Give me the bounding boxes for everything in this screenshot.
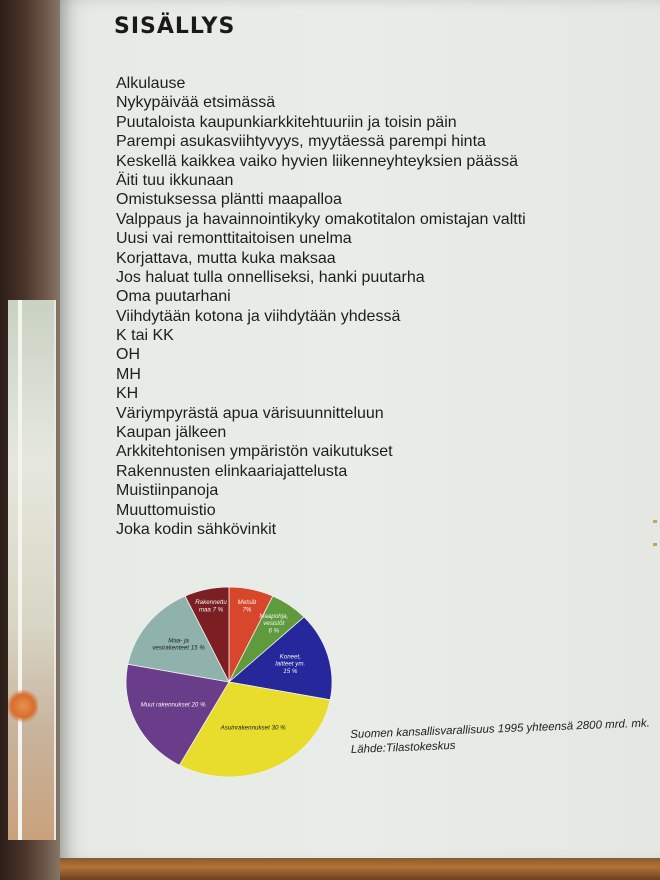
toc-item: Uusi vai remonttitaitoisen unelma — [116, 230, 352, 248]
caption-source: Lähde:Tilastokeskus — [350, 739, 456, 756]
pie-slice-label: Maa- ja vesirakenteet 15 % — [152, 637, 205, 652]
toc-item: Kaupan jälkeen — [116, 424, 227, 442]
toc-item: K tai KK — [116, 327, 174, 345]
pie-slice-label: Metsät 7% — [237, 599, 257, 614]
toc-item: Muuttomuistio — [116, 501, 216, 519]
page-edge-marks — [653, 520, 659, 560]
background-window-photo — [8, 300, 56, 840]
toc-item: Äiti tuu ikkunaan — [116, 171, 234, 189]
pie-chart — [123, 584, 335, 780]
toc-item: Alkulause — [116, 75, 186, 92]
toc-item: Nykypäivää etsimässä — [116, 94, 276, 112]
pie-chart-svg — [123, 584, 335, 780]
toc-item: Arkkitehtonisen ympäristön vaikutukset — [116, 443, 393, 461]
flower-decoration — [8, 690, 38, 730]
toc-item: Keskellä kaikkea vaiko hyvien liikenneyhteyksien päässä — [116, 152, 518, 170]
toc-item: Parempi asukasviihtyvyys, myytäessä parempi hinta — [116, 133, 486, 151]
toc-item: Joka kodin sähkövinkit — [116, 520, 277, 538]
toc-item: Oma puutarhani — [116, 288, 231, 306]
toc-item: Jos haluat tulla onnelliseksi, hanki puutarha — [116, 268, 425, 286]
book-page — [60, 0, 660, 862]
toc-item: Muistiinpanoja — [116, 482, 219, 500]
page-title: SISÄLLYS — [114, 14, 236, 39]
chart-caption — [350, 715, 660, 758]
toc-item: Valppaus ja havainnointikyky omakotitalon omistajan valtti — [116, 210, 526, 228]
toc-item: Puutaloista kaupunkiarkkitehtuuriin ja toisin päin — [116, 113, 457, 131]
toc-item: KH — [116, 385, 139, 403]
toc-item: MH — [116, 365, 141, 383]
pie-slice-label: Asuinrakennukset 30 % — [220, 724, 286, 732]
toc-item: Korjattava, mutta kuka maksaa — [116, 249, 336, 267]
caption-line: Suomen kansallisvarallisuus 1995 yhteensä 2800 mrd. mk. — [350, 717, 651, 741]
pie-slice-label: Muut rakennukset 20 % — [140, 701, 206, 709]
toc-item: Rakennusten elinkaariajattelusta — [116, 462, 348, 480]
window-frame — [18, 300, 22, 840]
pie-slice-label: Koneet, laitteet ym. 15 % — [275, 653, 306, 675]
table-of-contents — [116, 74, 526, 539]
pie-slice-label: Rakennettu maa 7 % — [195, 599, 227, 614]
book-bottom-edge — [60, 858, 660, 880]
toc-item: OH — [116, 346, 140, 364]
toc-item: Omistuksessa pläntti maapalloa — [116, 191, 342, 209]
toc-item: Viihdytään kotona ja viihdytään yhdessä — [116, 307, 401, 325]
toc-item: Väriympyrästä apua värisuunnitteluun — [116, 404, 384, 422]
pie-slice-label: Maapohja, vesistöt 6 % — [259, 612, 289, 635]
